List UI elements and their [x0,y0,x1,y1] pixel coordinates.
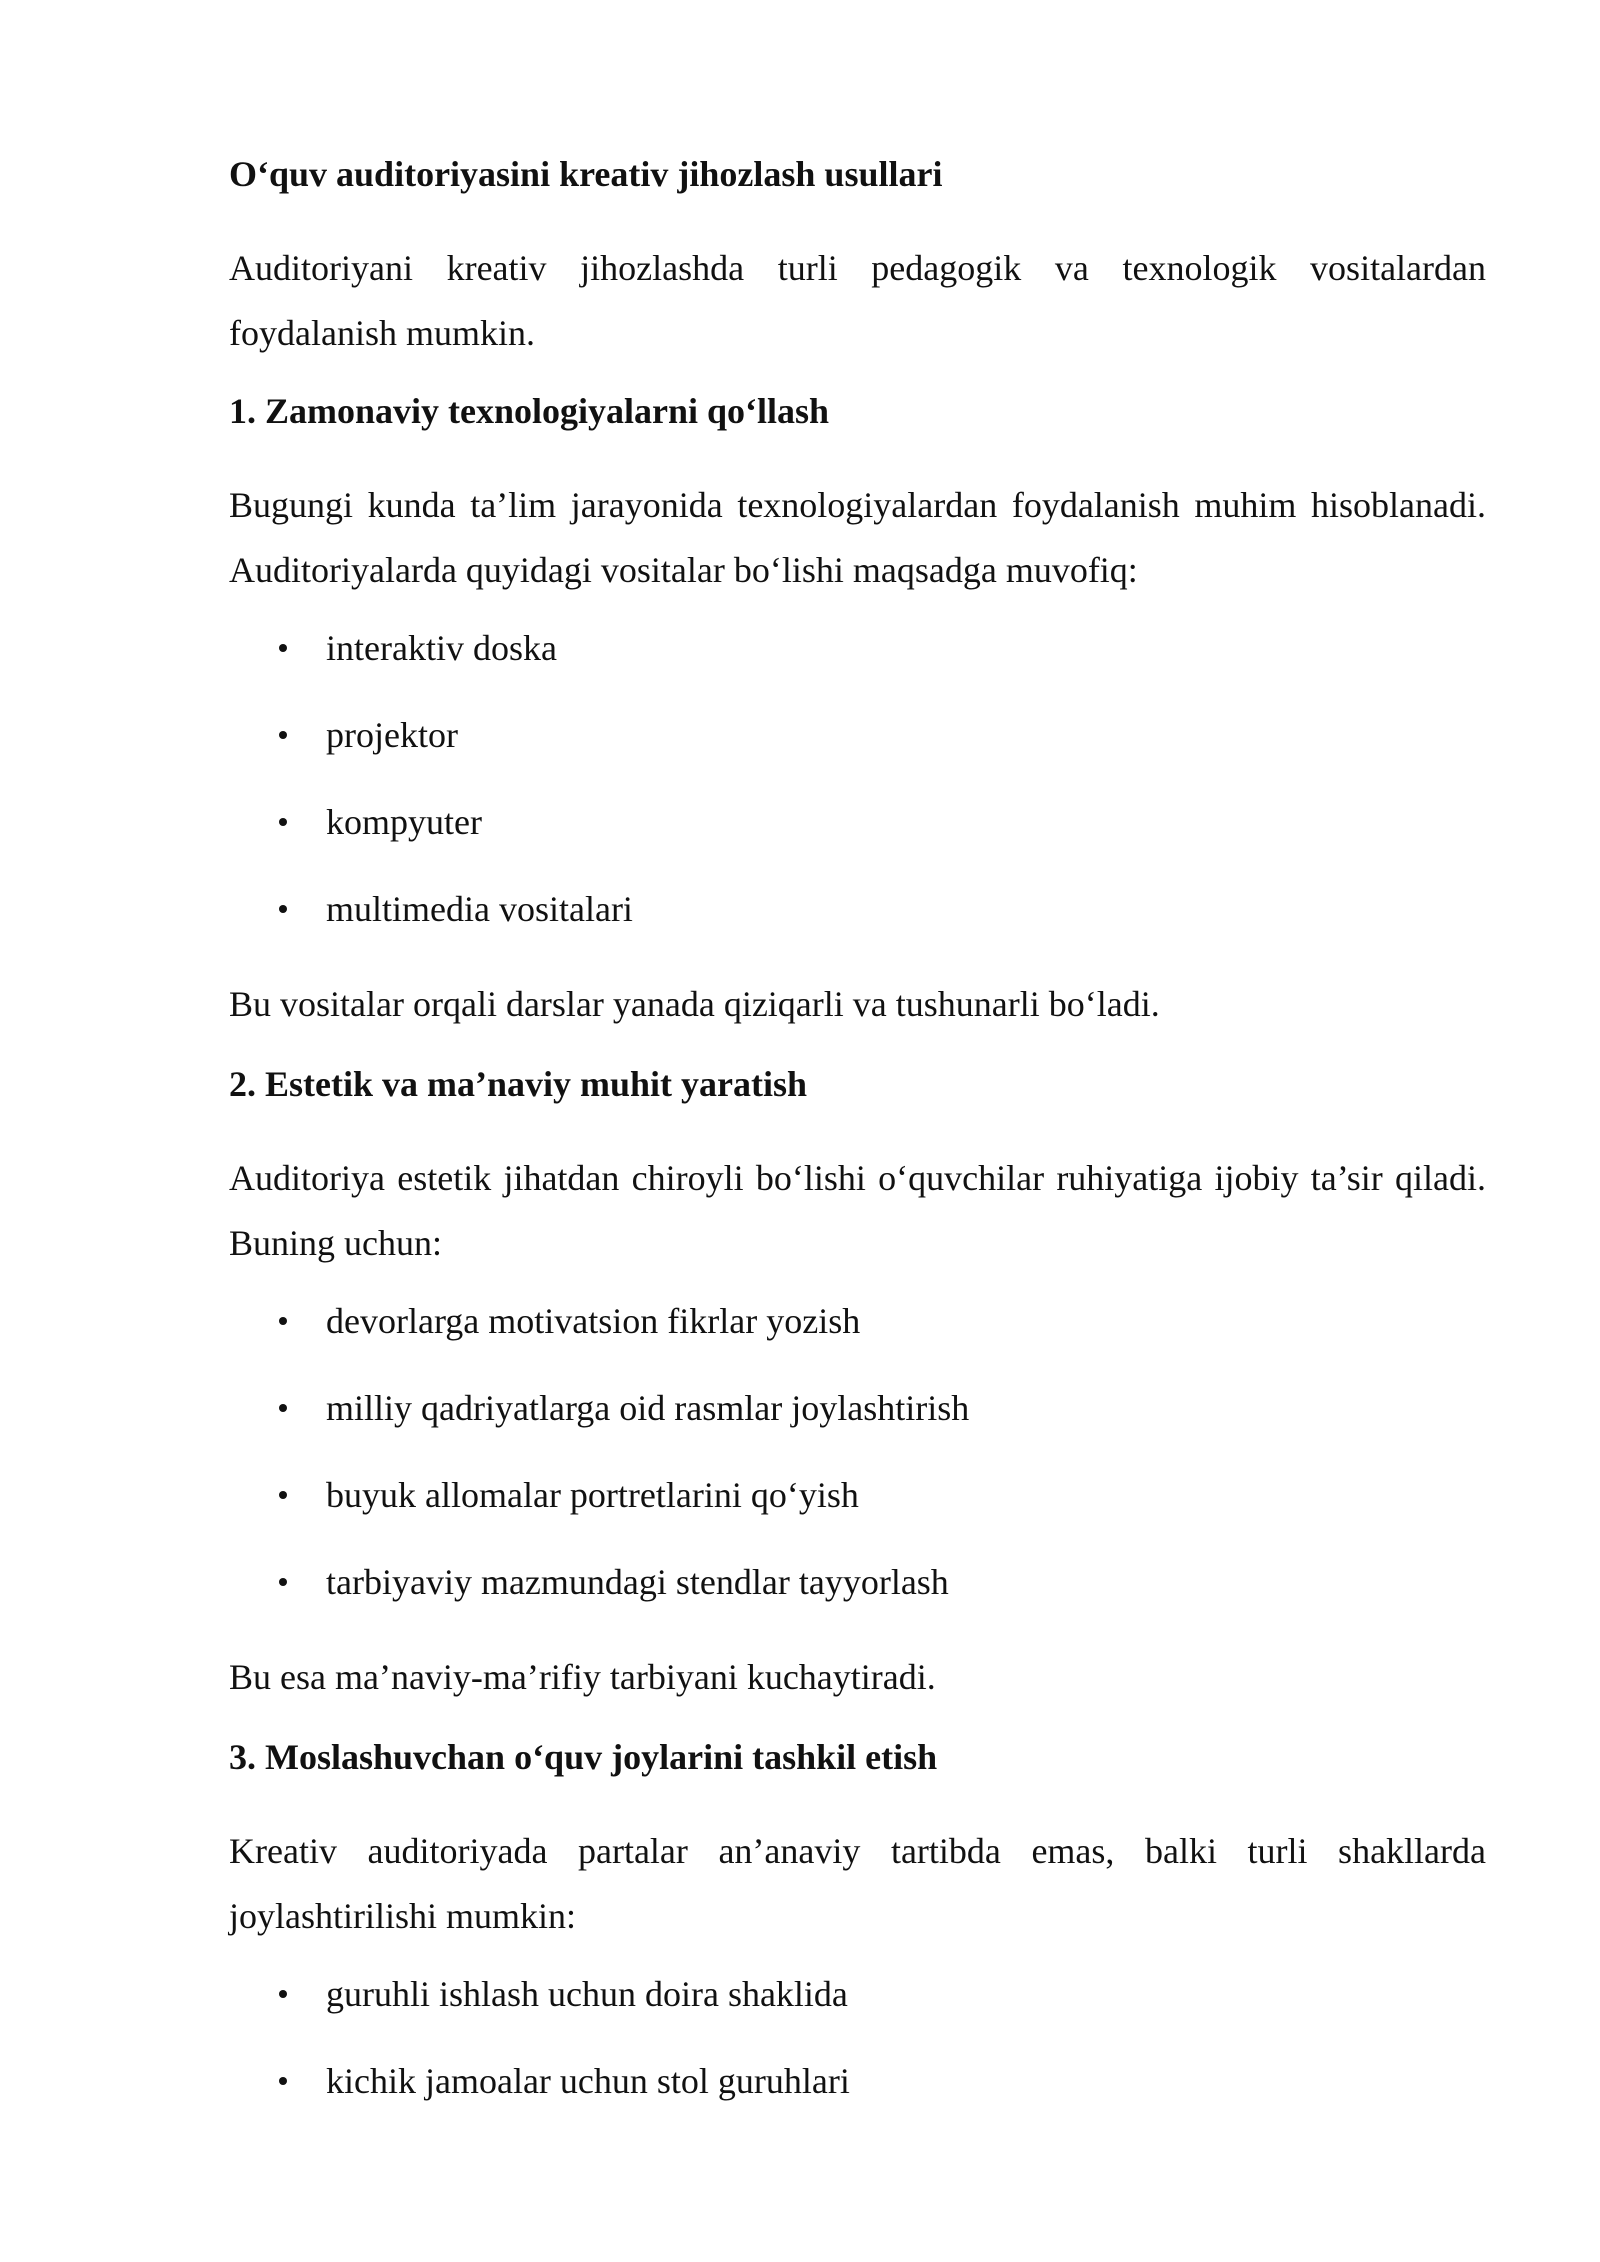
section-1-list [229,624,1486,933]
list-item-text: kichik jamoalar uchun stol guruhlari [326,2061,850,2101]
list-item [229,1471,1486,1519]
intro-paragraph: Auditoriyani kreativ jihozlashda turli pedagogik va texnologik vositalardan foydalanish mumkin. [229,248,1486,353]
section-3-paragraph: Kreativ auditoriyada partalar an’anaviy tartibda emas, balki turli shakllarda joylashtirilishi mumkin: [229,1831,1486,1936]
bullet-icon [279,1404,287,1412]
bullet-icon [279,2077,287,2085]
bullet-icon [279,1990,287,1998]
list-item [229,711,1486,759]
section-3-heading: 3. Moslashuvchan o‘quv joylarini tashkil etish [229,1737,938,1777]
list-item-text: devorlarga motivatsion fikrlar yozish [326,1301,861,1341]
bullet-icon [279,1491,287,1499]
list-item-text: milliy qadriyatlarga oid rasmlar joylashtirish [326,1388,970,1428]
list-item-text: interaktiv doska [326,628,557,668]
bullet-icon [279,1317,287,1325]
bullet-icon [279,644,287,652]
section-2-paragraph: Auditoriya estetik jihatdan chiroyli bo‘lishi o‘quvchilar ruhiyatiga ijobiy ta’sir qiladi. Buning uchun: [229,1158,1486,1263]
section-1-heading: 1. Zamonaviy texnologiyalarni qo‘llash [229,391,830,431]
list-item [229,624,1486,672]
section-3-list [229,1970,1486,2105]
bullet-icon [279,818,287,826]
list-item [229,1297,1486,1345]
section-2-list [229,1297,1486,1606]
list-item [229,1970,1486,2018]
bullet-icon [279,731,287,739]
list-item-text: projektor [326,715,458,755]
list-item [229,798,1486,846]
list-item [229,1384,1486,1432]
section-1-paragraph: Bugungi kunda ta’lim jarayonida texnologiyalardan foydalanish muhim hisoblanadi. Auditoriyalarda quyidagi vositalar bo‘lishi maqsadga muvofiq: [229,485,1486,590]
list-item-text: guruhli ishlash uchun doira shaklida [326,1974,848,2014]
list-item-text: tarbiyaviy mazmundagi stendlar tayyorlash [326,1562,949,1602]
list-item [229,1558,1486,1606]
section-1-conclusion: Bu vositalar orqali darslar yanada qiziqarli va tushunarli bo‘ladi. [229,984,1160,1024]
list-item-text: buyuk allomalar portretlarini qo‘yish [326,1475,859,1515]
list-item-text: kompyuter [326,802,482,842]
list-item [229,885,1486,933]
section-2-conclusion: Bu esa ma’naviy-ma’rifiy tarbiyani kuchaytiradi. [229,1657,936,1697]
bullet-icon [279,905,287,913]
document-page [229,150,1486,2144]
list-item [229,2057,1486,2105]
list-item-text: multimedia vositalari [326,889,633,929]
section-2-heading: 2. Estetik va ma’naviy muhit yaratish [229,1064,808,1104]
bullet-icon [279,1578,287,1586]
document-title: O‘quv auditoriyasini kreativ jihozlash usullari [229,154,943,194]
